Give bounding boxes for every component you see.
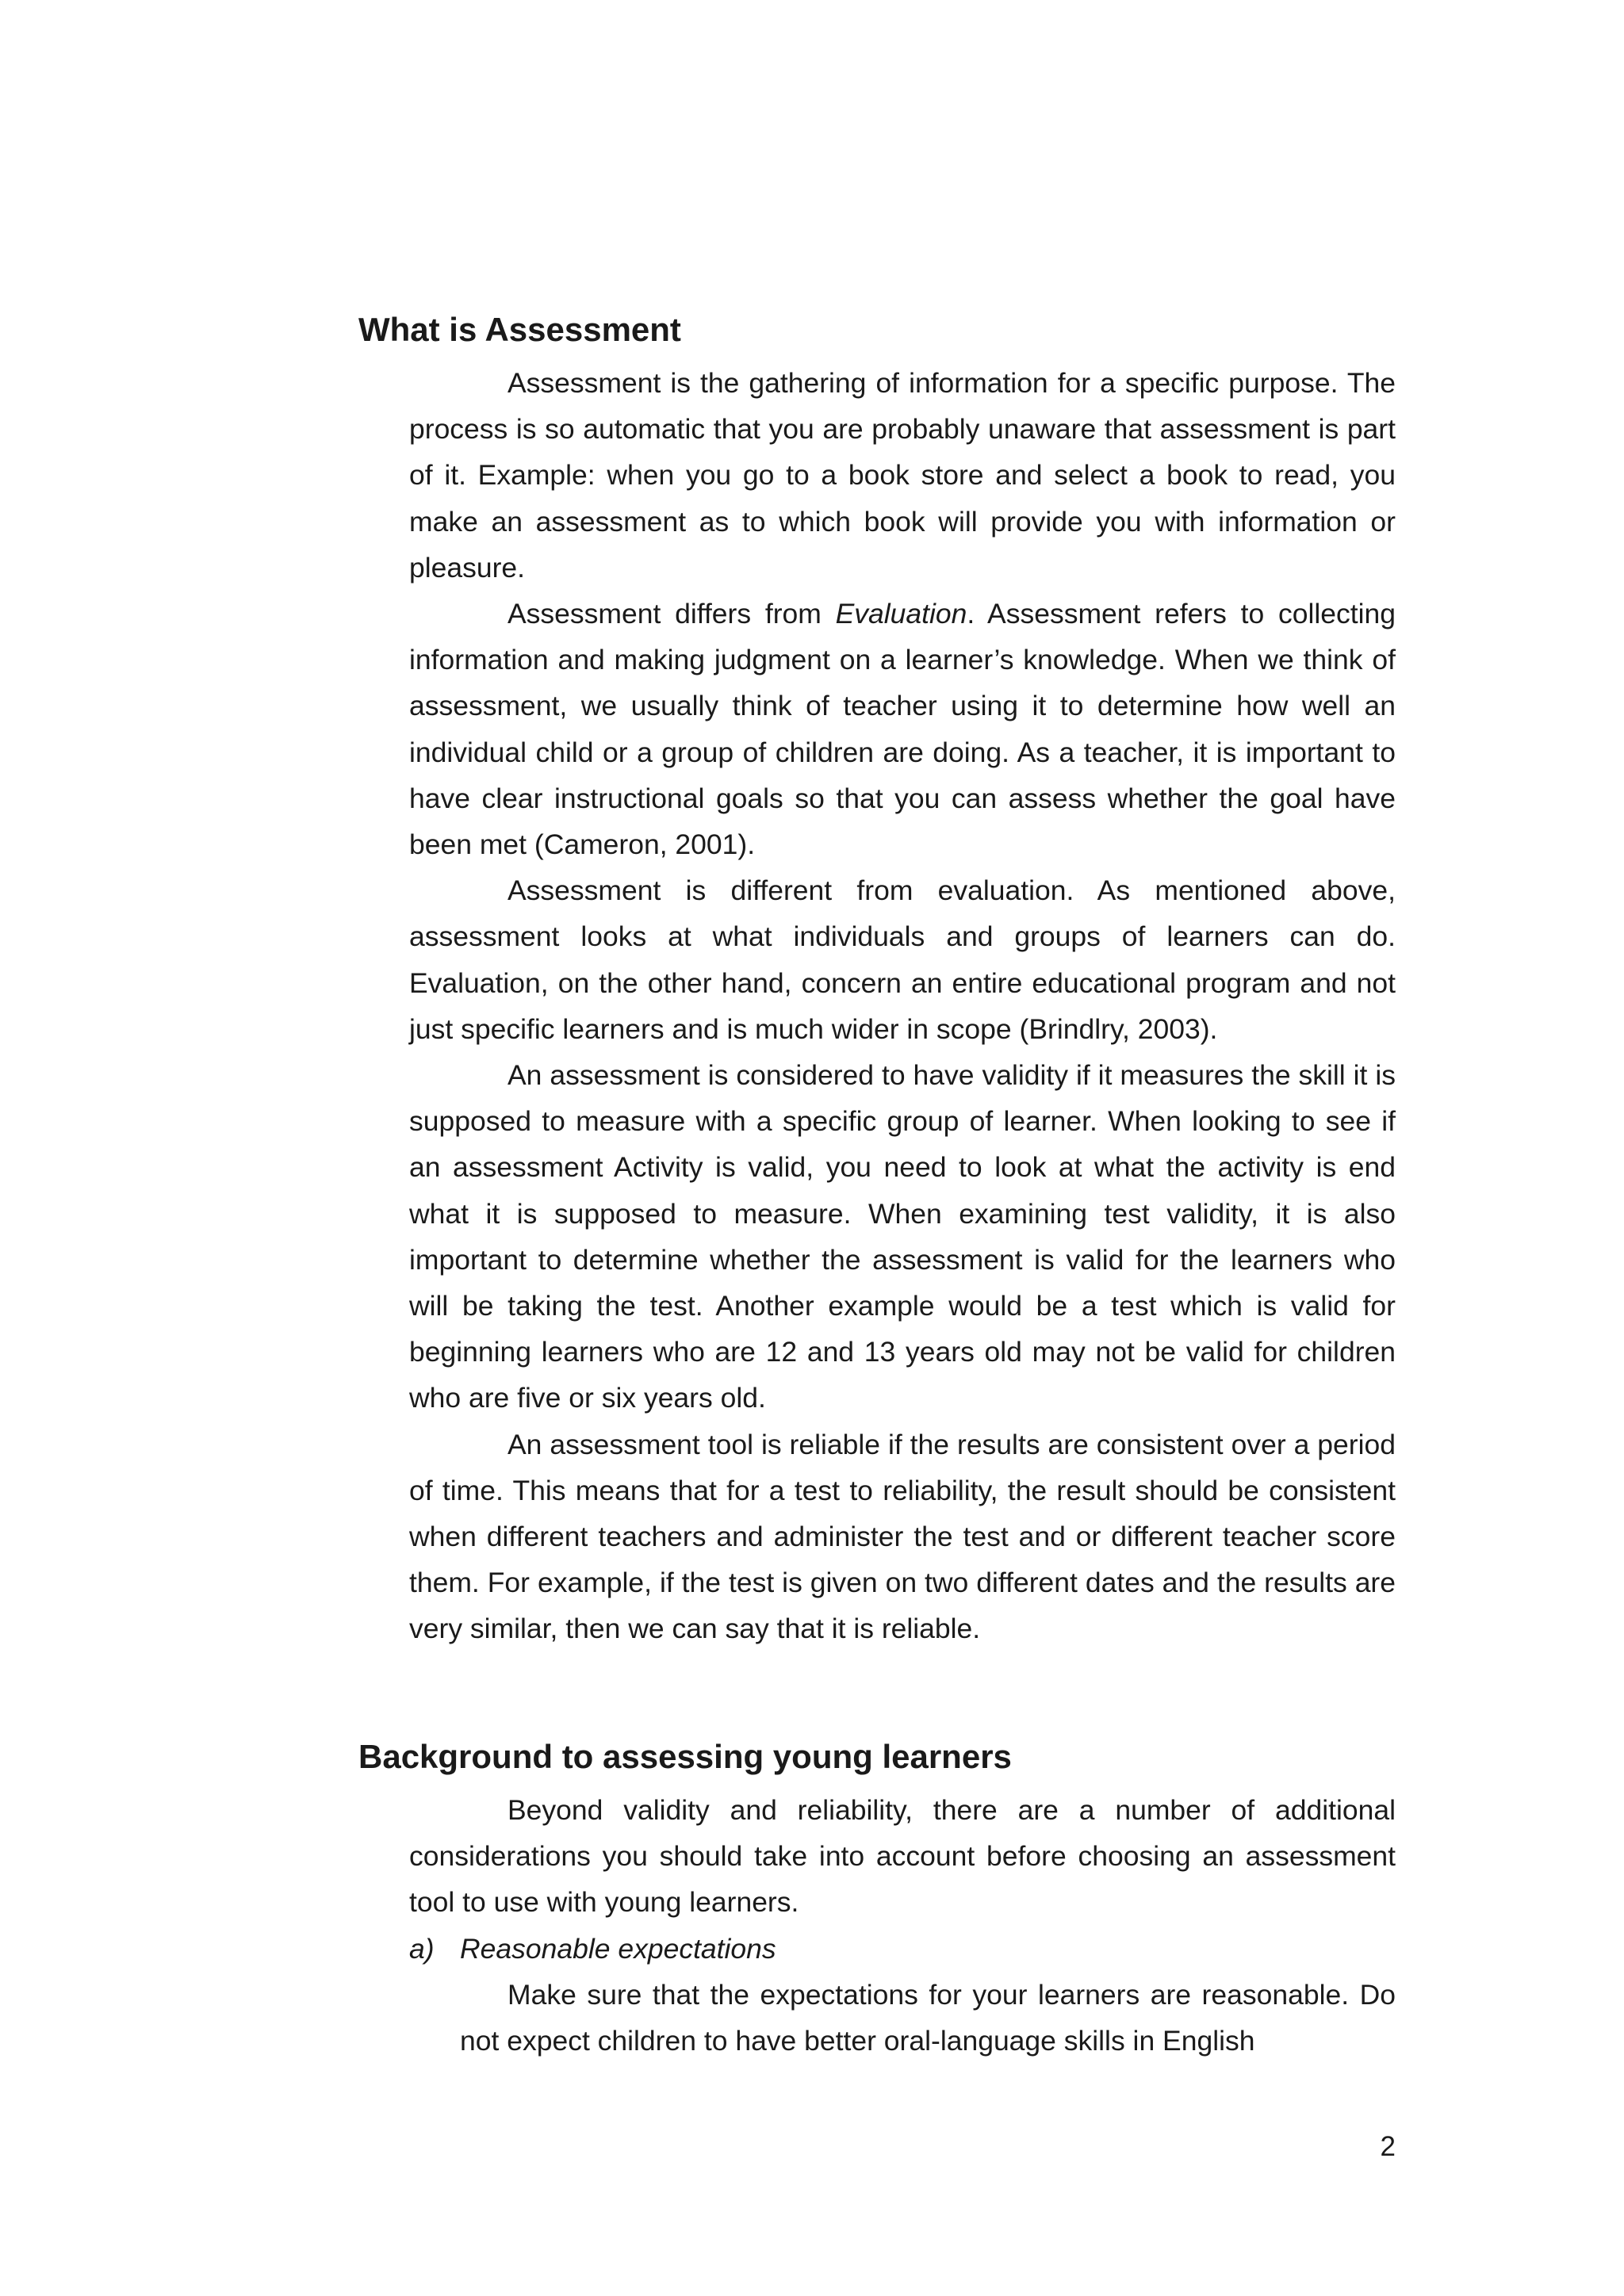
list-marker: a) (409, 1932, 435, 1965)
paragraph-assessment-vs-evaluation (409, 591, 1396, 867)
list-item-reasonable-expectations (409, 1926, 1396, 1972)
paragraph-expectations: Make sure that the expectations for your learners are reasonable. Do not expect children to have better oral-language skills in English (460, 1978, 1396, 2057)
italic-term-evaluation: Evaluation (835, 598, 967, 630)
section-heading-background: Background to assessing young learners (358, 1738, 1012, 1775)
list-item-title: Reasonable expectations (460, 1932, 776, 1965)
section-heading-what-is-assessment: What is Assessment (358, 311, 681, 348)
paragraph-text: Assessment differs from (508, 598, 836, 630)
section-body-what-is-assessment (409, 360, 1396, 1652)
paragraph-validity: An assessment is considered to have validity if it measures the skill it is supposed to measure with a specific group of learner. When looking to see if an assessment Activity is valid, you need to look at what the activity is end what it is supposed to measure. When examining test validity, it is also important to determine whether the assessment is valid for the learners who will be taking the test. Another example would be a test which is valid for beginning learners who are 12 and 13 years old may not be valid for children who are five or six years old. (409, 1059, 1396, 1414)
page-number: 2 (1380, 2131, 1396, 2162)
paragraph-reliability: An assessment tool is reliable if the results are consistent over a period of time. This means that for a test to reliability, the result should be consistent when different teachers and administer the test and or different teacher score them. For example, if the test is given on two different dates and the results are very similar, then we can say that it is reliable. (409, 1428, 1396, 1645)
paragraph-definition: Assessment is the gathering of information for a specific purpose. The process is so automatic that you are probably unaware that assessment is part of it. Example: when you go to a book store and select a book to read, you make an assessment as to which book will provide you with information or pleasure. (409, 367, 1396, 584)
section-body-background (409, 1787, 1396, 2064)
paragraph-considerations: Beyond validity and reliability, there are a number of additional considerations you should take into account before choosing an assessment tool to use with young learners. (409, 1794, 1396, 1919)
paragraph-text: . Assessment refers to collecting information and making judgment on a learner’s knowledge. When we think of assessment, we usually think of teacher using it to determine how well an individual child or a group of children are doing. As a teacher, it is important to have clear instructional goals so that you can assess whether the goal have been met (Cameron, 2001). (409, 598, 1396, 861)
paragraph-difference: Assessment is different from evaluation. As mentioned above, assessment looks at what individuals and groups of learners can do. Evaluation, on the other hand, concern an entire educational program and not just specific learners and is much wider in scope (Brindlry, 2003). (409, 874, 1396, 1045)
